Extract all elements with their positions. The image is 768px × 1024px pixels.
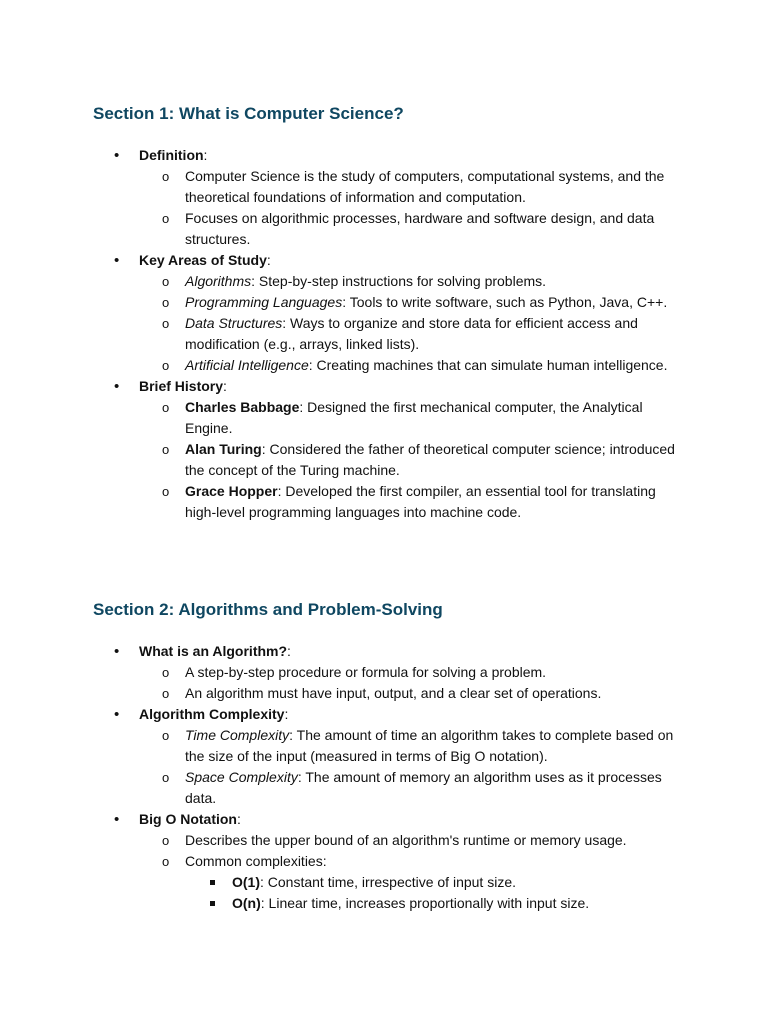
list-item-big-o: • Big O Notation: o Describes the upper bound of an algorithm's runtime or memory usage. o Common complexities: O(1): Constant time, irrespective of input size. O(n): Linear time, increases proportionally with input size. <box>93 809 683 914</box>
item-term: O(1) <box>232 874 260 890</box>
item-term: Space Complexity <box>185 769 298 785</box>
sublist <box>139 662 683 704</box>
sublist-item: o Artificial Intelligence: Creating machines that can simulate human intelligence. <box>139 355 683 376</box>
item-term: Time Complexity <box>185 727 290 743</box>
section-1-heading: Section 1: What is Computer Science? <box>93 104 404 123</box>
item-title: Key Areas of Study <box>139 252 267 268</box>
item-term: Artificial Intelligence <box>185 357 309 373</box>
list-item-definition: • Definition: o Computer Science is the study of computers, computational systems, and the theoretical foundations of information and computation. o Focuses on algorithmic processes, hardware and software design, and data structures. <box>93 145 683 250</box>
item-title: Brief History <box>139 378 224 394</box>
list-item-algorithm-complexity: • Algorithm Complexity: o Time Complexity: The amount of time an algorithm takes to complete based on the size of the input (measured in terms of Big O notation). o Space Complexity: The amount of memory an algorithm uses as it processes data. <box>93 704 683 809</box>
item-term: Programming Languages <box>185 294 343 310</box>
sublist-item: o A step-by-step procedure or formula for solving a problem. <box>139 662 683 683</box>
sublist-item: o Space Complexity: The amount of memory an algorithm uses as it processes data. <box>139 767 683 809</box>
sublist-item: o Data Structures: Ways to organize and store data for efficient access and modification (e.g., arrays, linked lists). <box>139 313 683 355</box>
sublist-item: o Time Complexity: The amount of time an algorithm takes to complete based on the size of the input (measured in terms of Big O notation). <box>139 725 683 767</box>
section-2-heading: Section 2: Algorithms and Problem-Solving <box>93 600 443 619</box>
item-term: Charles Babbage <box>185 399 300 415</box>
sublist <box>139 397 683 523</box>
list-item-key-areas: • Key Areas of Study: o Algorithms: Step-by-step instructions for solving problems. o Programming Languages: Tools to write software, such as Python, Java, C++. o Data Structures: Ways to organize and store data for efficient access and modification (e.g., arrays, linked lists). o Artificial Intelligence: Creating machines that can simulate human intelligence. <box>93 250 683 376</box>
item-term: Grace Hopper <box>185 483 278 499</box>
sublist <box>139 725 683 809</box>
item-title: What is an Algorithm? <box>139 643 288 659</box>
sublist <box>139 830 683 914</box>
sublist-item: o Common complexities: O(1): Constant time, irrespective of input size. O(n): Linear time, increases proportionally with input size. <box>139 851 683 914</box>
sublist-item: o Programming Languages: Tools to write software, such as Python, Java, C++. <box>139 292 683 313</box>
list-item-what-is-algorithm: • What is an Algorithm?: o A step-by-step procedure or formula for solving a problem. o An algorithm must have input, output, and a clear set of operations. <box>93 641 683 704</box>
item-term: Data Structures <box>185 315 283 331</box>
sublist <box>139 166 683 250</box>
item-title: Algorithm Complexity <box>139 706 285 722</box>
sub-sublist-item: O(1): Constant time, irrespective of input size. <box>185 872 683 893</box>
sublist-item: o Computer Science is the study of computers, computational systems, and the theoretical foundations of information and computation. <box>139 166 683 208</box>
sublist-item: o Charles Babbage: Designed the first mechanical computer, the Analytical Engine. <box>139 397 683 439</box>
section-2-list <box>93 641 683 914</box>
item-title: Definition <box>139 147 204 163</box>
sublist-item: o Algorithms: Step-by-step instructions for solving problems. <box>139 271 683 292</box>
sublist-item: o Focuses on algorithmic processes, hardware and software design, and data structures. <box>139 208 683 250</box>
item-term: Alan Turing <box>185 441 262 457</box>
sublist-item: o Grace Hopper: Developed the first compiler, an essential tool for translating high-level programming languages into machine code. <box>139 481 683 523</box>
item-term: O(n) <box>232 895 261 911</box>
item-term: Algorithms <box>185 273 252 289</box>
sub-sublist-item: O(n): Linear time, increases proportionally with input size. <box>185 893 683 914</box>
sublist-item: o Describes the upper bound of an algorithm's runtime or memory usage. <box>139 830 683 851</box>
section-1-list <box>93 145 683 523</box>
sublist <box>139 271 683 376</box>
sublist-item: o An algorithm must have input, output, and a clear set of operations. <box>139 683 683 704</box>
sub-sublist <box>185 872 683 914</box>
item-title: Big O Notation <box>139 811 237 827</box>
sublist-item: o Alan Turing: Considered the father of theoretical computer science; introduced the concept of the Turing machine. <box>139 439 683 481</box>
list-item-brief-history: • Brief History: o Charles Babbage: Designed the first mechanical computer, the Analytical Engine. o Alan Turing: Considered the father of theoretical computer science; introduced the concept of the Turing machine. o Grace Hopper: Developed the first compiler, an essential tool for translating high-level programming languages into machine code. <box>93 376 683 523</box>
